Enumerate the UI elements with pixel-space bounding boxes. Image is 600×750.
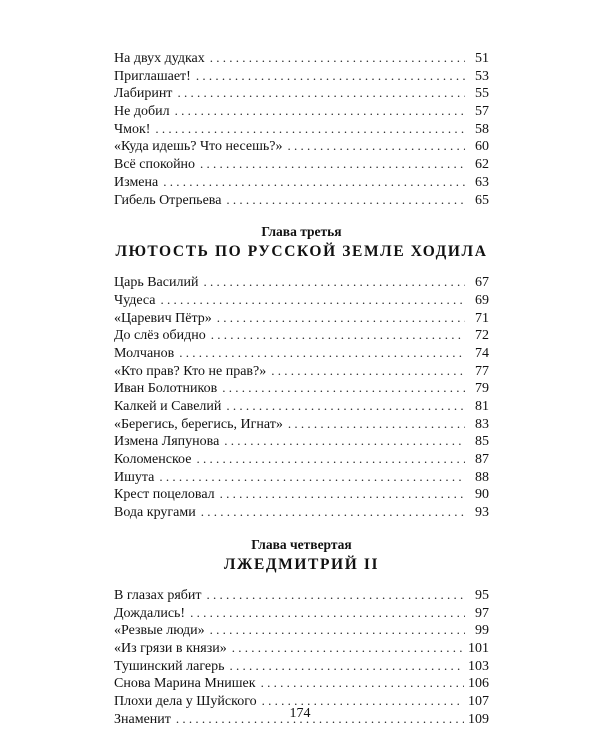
- toc-entry-page: 65: [475, 192, 489, 208]
- dot-leader: [224, 432, 465, 450]
- dot-leader: [200, 155, 465, 173]
- toc-entry-page: 88: [475, 469, 489, 485]
- toc-entry-title: Тушинский лагерь: [114, 658, 225, 674]
- dot-leader: [207, 586, 466, 604]
- dot-leader: [222, 379, 465, 397]
- toc-entry-title: Не добил: [114, 104, 170, 120]
- dot-leader: [190, 604, 465, 622]
- toc-entry-title: Плохи дела у Шуйского: [114, 693, 257, 709]
- dot-leader: [177, 84, 465, 102]
- dot-leader: [217, 309, 465, 327]
- toc-entry: [114, 468, 489, 486]
- toc-entry-title: Приглашает!: [114, 68, 191, 84]
- toc-entry: [114, 49, 489, 67]
- toc-entry-title: На двух дудках: [114, 51, 205, 66]
- toc-entry: [114, 84, 489, 102]
- toc-entry-title: До слёз обидно: [114, 328, 206, 344]
- dot-leader: [196, 450, 465, 468]
- toc-entry-page: 79: [475, 381, 489, 397]
- toc-entry-title: «Царевич Пётр»: [114, 310, 212, 326]
- toc-entry: [114, 67, 489, 85]
- dot-leader: [203, 273, 465, 291]
- toc-entry: [114, 415, 489, 433]
- toc-entry-page: 72: [475, 328, 489, 344]
- toc-entry-title: Измена Ляпунова: [114, 434, 220, 450]
- toc-entry-page: 58: [475, 121, 489, 137]
- table-of-contents: [114, 49, 489, 727]
- toc-entry-page: 57: [475, 104, 489, 120]
- chapter-title: ЛЖЕДМИТРИЙ II: [223, 555, 380, 573]
- toc-entry-page: 67: [475, 275, 489, 291]
- toc-entry-title: Гибель Отрепьева: [114, 192, 222, 208]
- toc-entry-page: 53: [475, 68, 489, 84]
- toc-entry: [114, 639, 489, 657]
- toc-entry-title: Крест поцеловал: [114, 487, 215, 503]
- toc-entry-page: 74: [475, 345, 489, 361]
- toc-entry-title: Измена: [114, 174, 159, 190]
- toc-entry-page: 87: [475, 452, 489, 468]
- dot-leader: [229, 657, 464, 675]
- toc-entry: [114, 291, 489, 309]
- toc-entry: [114, 155, 489, 173]
- toc-entry-title: «Берегись, берегись, Игнат»: [114, 416, 283, 432]
- dot-leader: [226, 397, 465, 415]
- toc-entry: [114, 344, 489, 362]
- toc-entry-page: 51: [475, 51, 489, 66]
- toc-entry: [114, 362, 489, 380]
- toc-entry: [114, 326, 489, 344]
- toc-entry: [114, 432, 489, 450]
- toc-entry-title: Лабиринт: [114, 86, 173, 102]
- toc-entry: [114, 173, 489, 191]
- toc-entry: [114, 102, 489, 120]
- dot-leader: [179, 344, 465, 362]
- toc-entry-page: 103: [468, 658, 489, 674]
- toc-entry-title: Ишута: [114, 469, 155, 485]
- toc-entry-title: Снова Марина Мнишек: [114, 676, 256, 692]
- toc-entry-title: «Резвые люди»: [114, 623, 205, 639]
- toc-entry-page: 99: [475, 623, 489, 639]
- toc-entry-page: 97: [475, 605, 489, 621]
- toc-entry-page: 101: [468, 640, 489, 656]
- dot-leader: [210, 621, 465, 639]
- toc-list-1: [114, 49, 489, 208]
- toc-entry-title: Царь Василий: [114, 275, 199, 291]
- toc-entry-title: Вода кругами: [114, 505, 196, 521]
- toc-entry: [114, 657, 489, 675]
- toc-entry-title: «Из грязи в князи»: [114, 640, 227, 656]
- toc-entry: [114, 621, 489, 639]
- chapter-title: ЛЮТОСТЬ ПО РУССКОЙ ЗЕМЛЕ ХОДИЛА: [115, 243, 488, 261]
- toc-entry-page: 81: [475, 399, 489, 414]
- toc-entry: [114, 586, 489, 604]
- toc-entry: [114, 273, 489, 291]
- dot-leader: [159, 468, 465, 486]
- dot-leader: [261, 674, 464, 692]
- toc-entry-page: 77: [475, 363, 489, 379]
- toc-entry-page: 62: [475, 157, 489, 173]
- toc-entry-page: 107: [468, 693, 489, 709]
- toc-entry-title: Знаменит: [114, 711, 171, 727]
- toc-entry-title: Чмок!: [114, 121, 151, 137]
- toc-entry-page: 63: [475, 174, 489, 190]
- dot-leader: [175, 102, 465, 120]
- toc-entry: [114, 191, 489, 209]
- page-number: 174: [289, 706, 311, 721]
- toc-entry: [114, 137, 489, 155]
- toc-list-2: [114, 273, 489, 521]
- dot-leader: [226, 191, 465, 209]
- dot-leader: [220, 485, 465, 503]
- toc-entry-page: 109: [468, 711, 489, 727]
- chapter-label: Глава третья: [261, 224, 342, 240]
- dot-leader: [210, 49, 465, 67]
- toc-entry-page: 106: [468, 676, 489, 692]
- toc-entry-title: Всё спокойно: [114, 157, 196, 173]
- toc-entry-page: 60: [475, 139, 489, 155]
- dot-leader: [288, 415, 465, 433]
- toc-entry-title: Коломенское: [114, 452, 192, 468]
- dot-leader: [161, 291, 465, 309]
- dot-leader: [288, 137, 465, 155]
- toc-entry-page: 90: [475, 487, 489, 503]
- toc-entry: [114, 450, 489, 468]
- toc-entry-title: Молчанов: [114, 345, 175, 361]
- toc-entry-title: Чудеса: [114, 292, 156, 308]
- toc-entry-title: В глазах рябит: [114, 587, 202, 603]
- toc-entry-page: 95: [475, 587, 489, 603]
- toc-entry-title: Иван Болотников: [114, 381, 218, 397]
- toc-entry-title: «Куда идешь? Что несешь?»: [114, 139, 283, 155]
- dot-leader: [196, 67, 465, 85]
- toc-entry-title: Калкей и Савелий: [114, 399, 222, 414]
- dot-leader: [211, 326, 465, 344]
- toc-entry-page: 85: [475, 434, 489, 450]
- toc-entry-page: 69: [475, 292, 489, 308]
- toc-entry: [114, 397, 489, 415]
- dot-leader: [232, 639, 464, 657]
- toc-entry-title: Дождались!: [114, 605, 186, 621]
- toc-entry-page: 83: [475, 416, 489, 432]
- dot-leader: [271, 362, 465, 380]
- toc-entry: [114, 379, 489, 397]
- toc-entry: [114, 674, 489, 692]
- toc-entry: [114, 503, 489, 521]
- toc-entry: [114, 485, 489, 503]
- toc-entry: [114, 309, 489, 327]
- toc-entry: [114, 604, 489, 622]
- toc-entry: [114, 120, 489, 138]
- toc-entry-page: 71: [475, 310, 489, 326]
- chapter-label: Глава четвертая: [251, 536, 352, 552]
- dot-leader: [201, 503, 465, 521]
- toc-entry-page: 93: [475, 505, 489, 521]
- dot-leader: [155, 120, 465, 138]
- toc-entry-title: «Кто прав? Кто не прав?»: [114, 363, 267, 379]
- toc-entry-page: 55: [475, 86, 489, 102]
- dot-leader: [163, 173, 465, 191]
